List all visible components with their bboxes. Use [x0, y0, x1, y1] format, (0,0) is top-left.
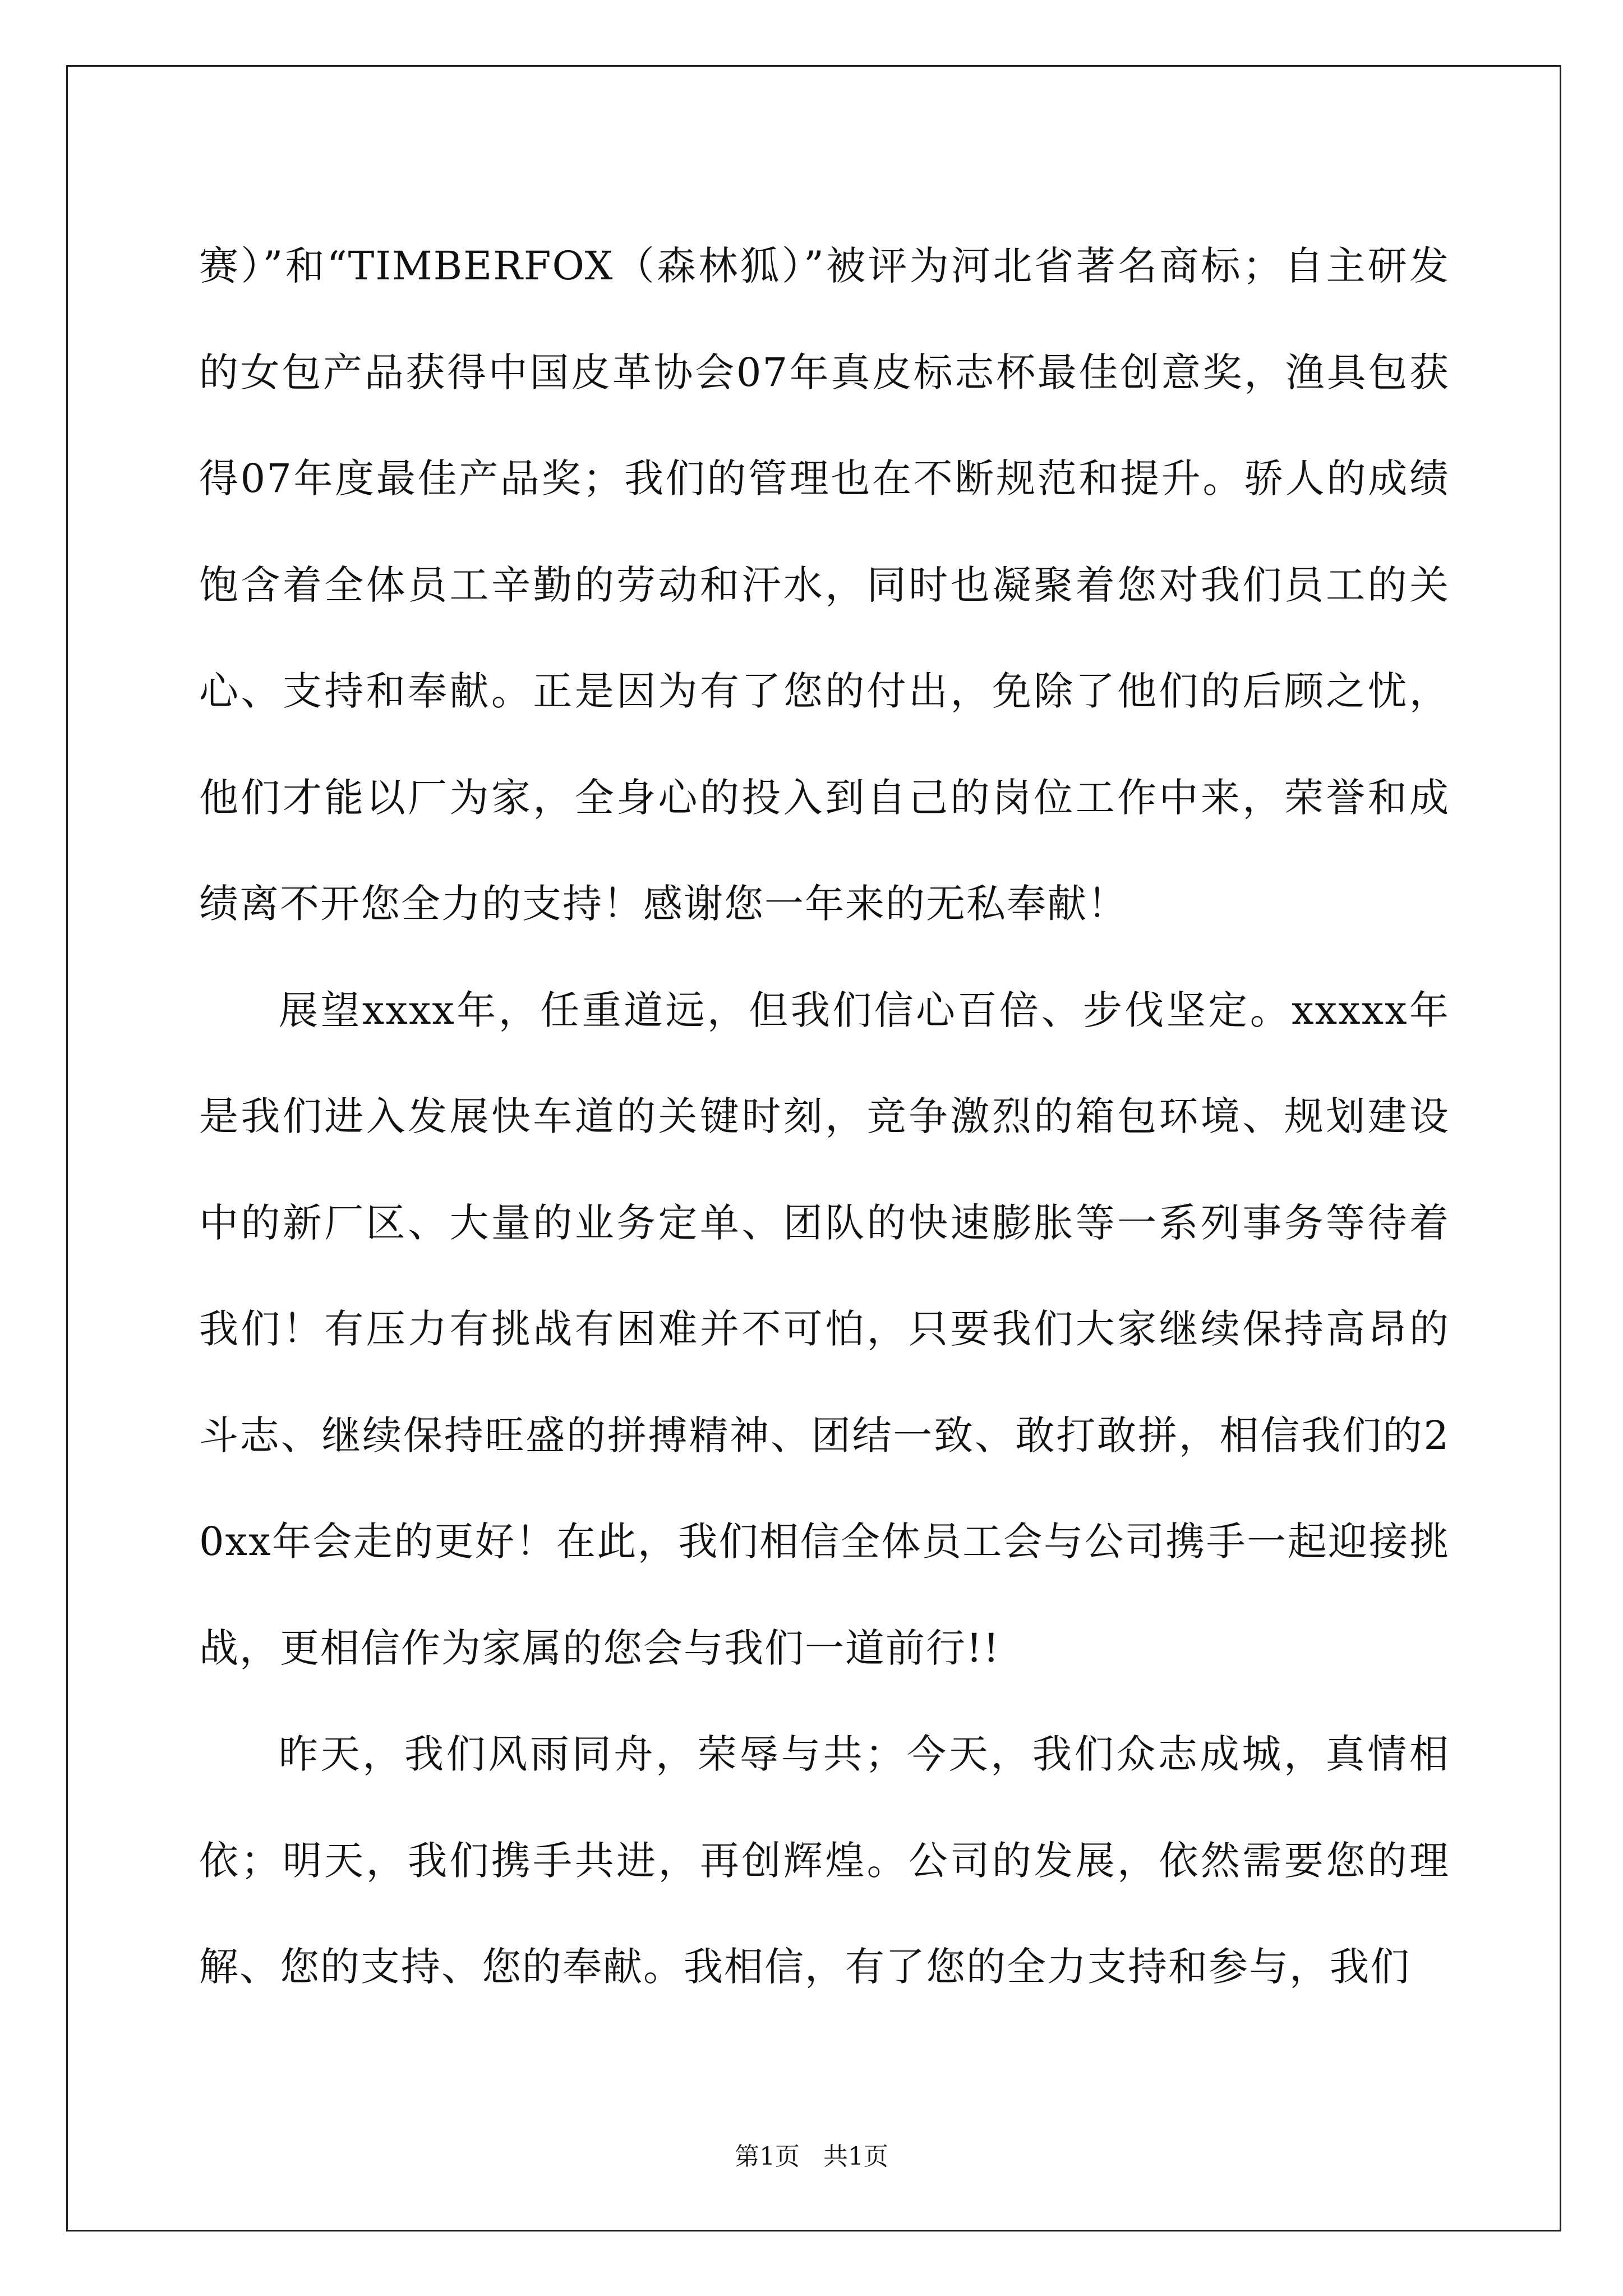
- paragraph-3: 昨天，我们风雨同舟，荣辱与共；今天，我们众志成城，真情相依；明天，我们携手共进，再创辉煌。公司的发展，依然需要您的理解、您的支持、您的奉献。我相信，有了您的全力支持和参与，我们: [199, 1731, 1450, 1990]
- paragraph-2: 展望xxxx年，任重道远，但我们信心百倍、步伐坚定。xxxxx年是我们进入发展快车道的关键时刻，竞争激烈的箱包环境、规划建设中的新厂区、大量的业务定单、团队的快速膨胀等一系列事务等待着我们！有压力有挑战有困难并不可怕，只要我们大家继续保持高昂的斗志、继续保持旺盛的拼搏精神、团结一致、敢打敢拼，相信我们的20xx年会走的更好！在此，我们相信全体员工会与公司携手一起迎接挑战，更相信作为家属的您会与我们一道前行!!: [199, 987, 1450, 1671]
- page-number-footer: 第1页 共1页: [735, 2142, 888, 2171]
- paragraph-1: 赛）”和“TIMBERFOX（森林狐）”被评为河北省著名商标；自主研发的女包产品获得中国皮革协会07年真皮标志杯最佳创意奖，渔具包获得07年度最佳产品奖；我们的管理也在不断规范和提升。骄人的成绩饱含着全体员工辛勤的劳动和汗水，同时也凝聚着您对我们员工的关心、支持和奉献。正是因为有了您的付出，免除了他们的后顾之忧，他们才能以厂为家，全身心的投入到自己的岗位工作中来，荣誉和成绩离不开您全力的支持！感谢您一年来的无私奉献！: [199, 243, 1450, 927]
- document-body: [199, 213, 1450, 2021]
